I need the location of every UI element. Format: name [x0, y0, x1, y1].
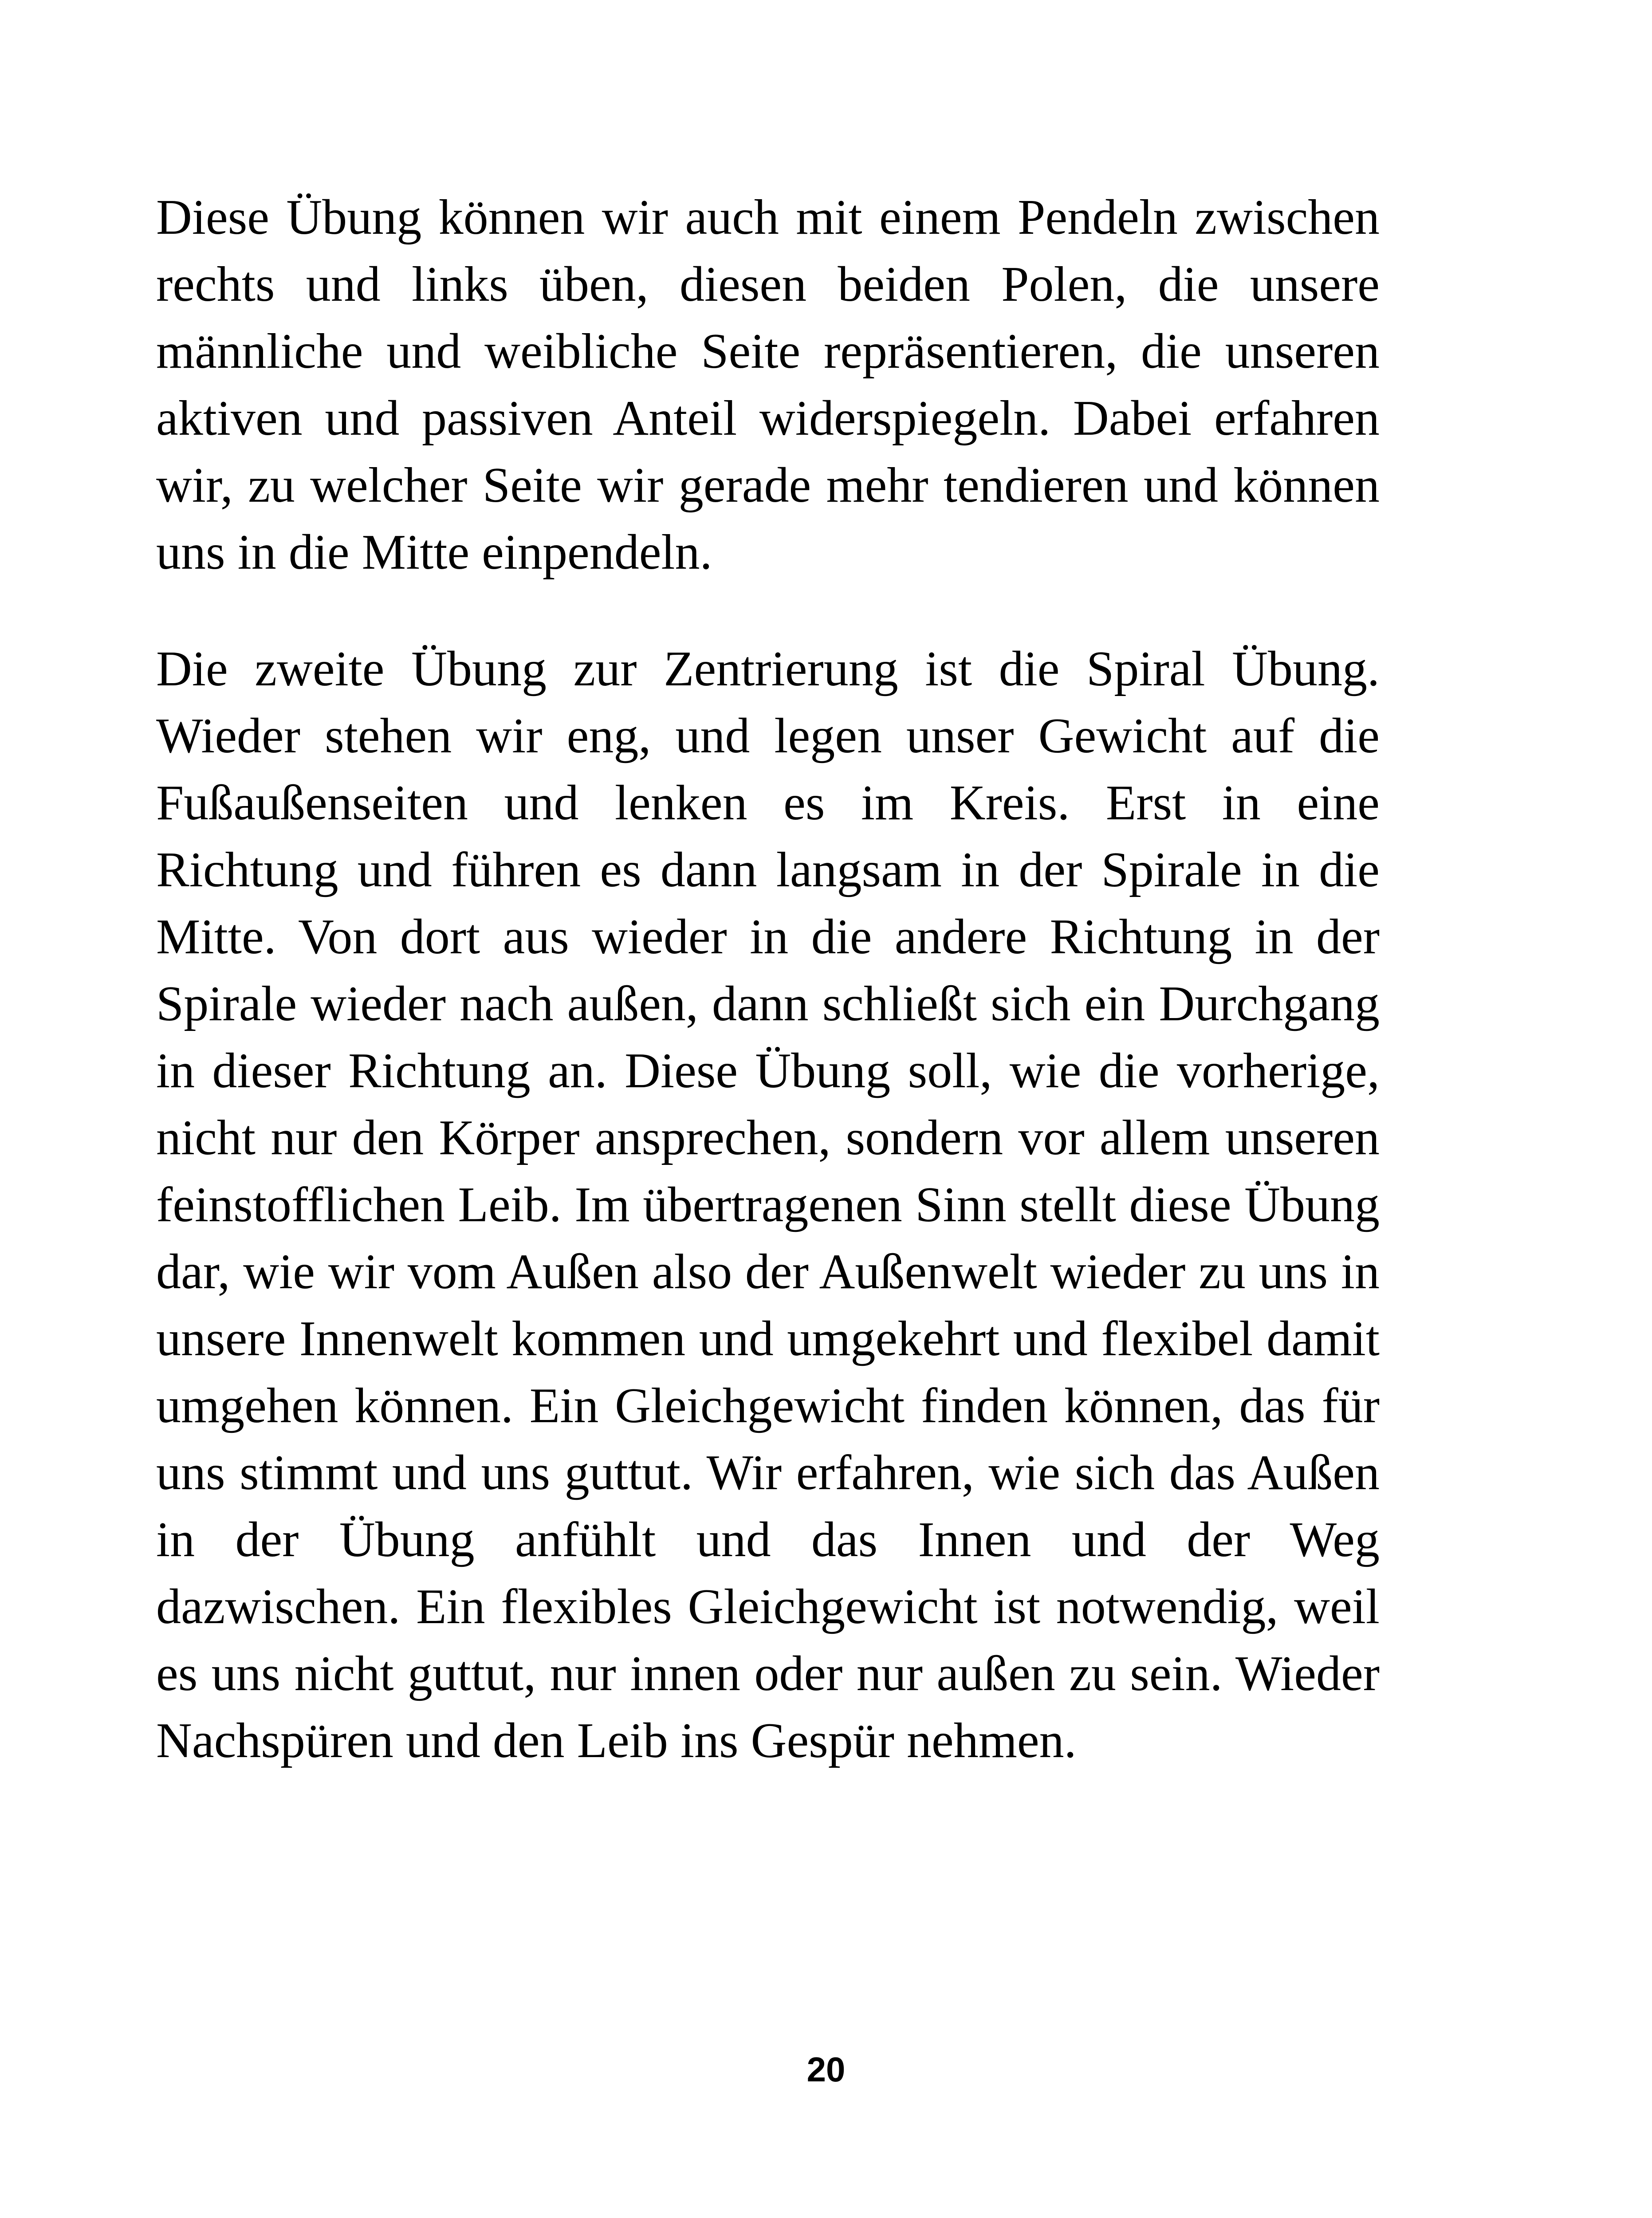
paragraph-pendeln: Diese Übung können wir auch mit einem Pendeln zwischen rechts und links üben, diesen beiden Polen, die unsere männliche und weibliche Seite repräsentieren, die unseren aktiven und passiven Anteil widerspiegeln. Dabei erfahren wir, zu welcher Seite wir gerade mehr tendieren und können uns in die Mitte einpendeln.	[156, 190, 1380, 580]
page-number: 20	[806, 2050, 846, 2089]
paragraph-spiral-uebung: Die zweite Übung zur Zentrierung ist die Spiral Übung. Wieder stehen wir eng, und legen unser Gewicht auf die Fußaußenseiten und lenken es im Kreis. Erst in eine Richtung und führen es dann langsam in der Spirale in die Mitte. Von dort aus wieder in die andere Richtung in der Spirale wieder nach außen, dann schließt sich ein Durchgang in dieser Richtung an. Diese Übung soll, wie die vorherige, nicht nur den Körper ansprechen, sondern vor allem unseren feinstofflichen Leib. Im übertragenen Sinn stellt diese Übung dar, wie wir vom Außen also der Außenwelt wieder zu uns in unsere Innenwelt kommen und umgekehrt und flexibel damit umgehen können. Ein Gleichgewicht finden können, das für uns stimmt und uns guttut. Wir erfahren, wie sich das Außen in der Übung anfühlt und das Innen und der Weg dazwischen. Ein flexibles Gleichgewicht ist notwendig, weil es uns nicht guttut, nur innen oder nur außen zu sein. Wieder Nachspüren und den Leib ins Gespür nehmen.	[156, 641, 1380, 1768]
body-text	[156, 184, 1380, 1774]
